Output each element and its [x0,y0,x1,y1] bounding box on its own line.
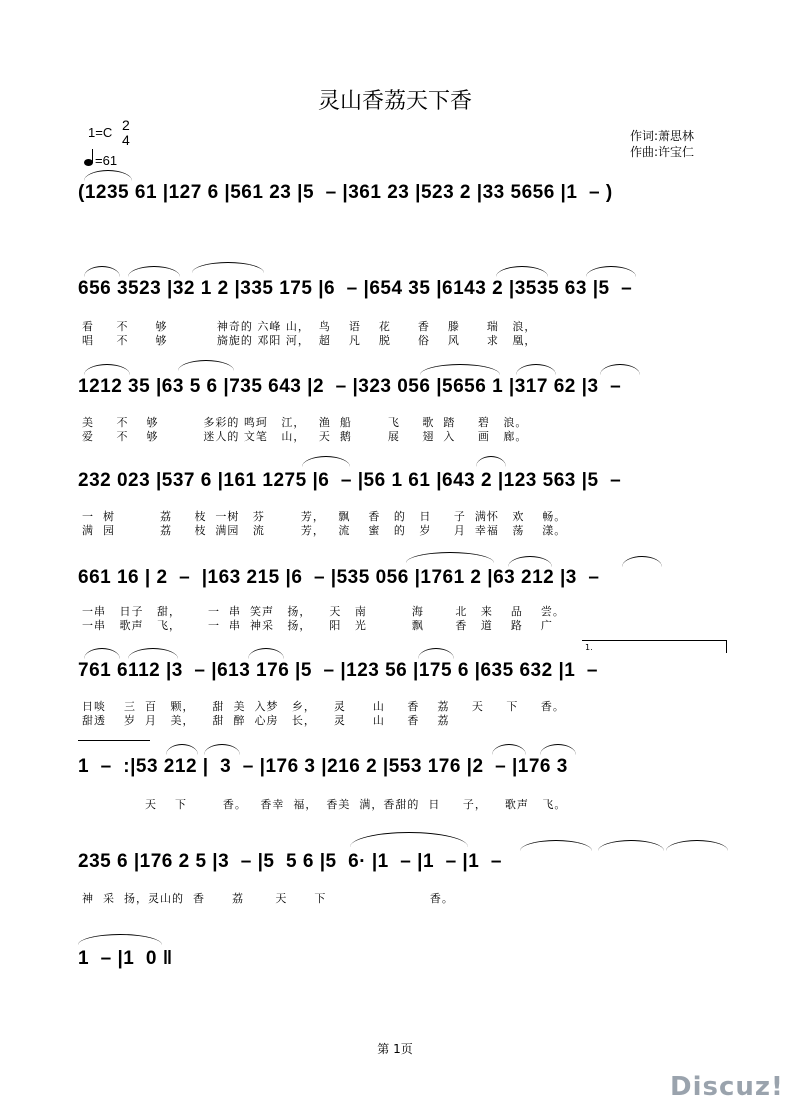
slur [666,840,728,851]
slur [84,170,132,181]
tempo-value: =61 [95,153,118,168]
music-line-8 [78,851,728,881]
lyric-line: 甜透 岁 月 美， 甜 醉 心房 长， 灵 山 香 荔 [82,714,450,727]
lyric-line: 看 不 够 神奇的 六峰 山， 鸟 语 花 香 滕 瑞 浪， [82,320,537,333]
slur [192,262,264,273]
composer-credit: 作曲:许宝仁 [630,145,695,159]
slur [350,832,468,847]
music-line-2 [78,278,728,308]
time-signature-bottom: 4 [122,132,130,148]
slur [508,556,552,567]
music-notes: 761 6112 |3 – |613 176 |5 – |123 56 |175 6 |635 632 |1 – [78,660,598,681]
music-notes: (1235 61 |127 6 |561 23 |5 – |361 23 |523 2 |33 5656 |1 – ) [78,182,613,203]
volta-bracket [582,640,727,653]
song-title: 灵山香荔天下香 [317,89,472,114]
lyric-line: 一串 歌声 飞， 一 串 神采 扬， 阳 光 飘 香 道 路 广 [82,619,553,632]
slur [128,648,178,659]
lyric-line: 天 下 香。 香幸 福， 香美 满，香甜的 日 子， 歌声 飞。 [82,798,567,811]
slur [540,744,576,755]
lyric-line: 神 采 扬，灵山的 香 荔 天 下 香。 [82,892,454,905]
slur [516,364,556,375]
quarter-note-icon [84,159,93,166]
slur [418,648,454,659]
page-number: 第 1页 [377,1042,413,1056]
music-notes: 661 16 | 2 – |163 215 |6 – |535 056 |1761 2 |63 212 |3 – [78,567,600,588]
music-notes: 235 6 |176 2 5 |3 – |5 5 6 |5 6· |1 – |1 – |1 – [78,851,502,872]
slur [406,552,494,563]
slur [84,266,120,277]
music-notes: 1 – :|53 212 | 3 – |176 3 |216 2 |553 176 |2 – |176 3 [78,756,568,777]
music-line-3 [78,376,728,406]
time-signature [122,118,130,148]
lyric-line: 爱 不 够 迷人的 文笔 山， 天 鹅 展 翅 入 画 廊。 [82,430,528,443]
slur [84,364,130,375]
music-line-5 [78,567,728,597]
lyric-line: 满 园 荔 枝 满园 流 芳， 流 蜜 的 岁 月 幸福 荡 漾。 [82,524,567,537]
slur [476,456,506,467]
slur [78,934,162,945]
lyric-line: 一 树 荔 枝 一树 芬 芳， 飘 香 的 日 子 满怀 欢 畅。 [82,510,567,523]
slur [128,266,180,277]
slur [166,744,198,755]
music-notes: 656 3523 |32 1 2 |335 175 |6 – |654 35 |6143 2 |3535 63 |5 – [78,278,633,299]
music-line-1 [78,182,728,212]
music-notes: 1 – |1 0 ‖ [78,948,173,969]
key-signature: 1=C [88,125,113,140]
lyric-line: 日啖 三 百 颗， 甜 美 入梦 乡， 灵 山 香 荔 天 下 香。 [82,700,565,713]
slur [302,456,350,467]
lyric-line: 唱 不 够 旖旎的 邓阳 河， 超 凡 脱 俗 风 求 凰， [82,334,537,347]
slur [248,648,284,659]
slur [496,266,548,277]
music-line-9 [78,948,728,978]
time-signature-top: 2 [122,117,130,133]
slur [600,364,640,375]
music-line-4 [78,470,728,500]
music-notes: 232 023 |537 6 |161 1275 |6 – |56 1 61 |643 2 |123 563 |5 – [78,470,622,491]
music-line-6 [78,660,728,690]
volta-label: 1. [585,643,593,652]
slur [178,360,234,371]
tempo-marking [84,153,117,168]
slur [622,556,662,567]
slur [84,648,120,659]
watermark-logo: Discuz! [670,1072,784,1102]
lyricist-credit: 作词:萧思林 [630,129,695,143]
slur [204,744,240,755]
slur [492,744,526,755]
slur [420,364,500,375]
slur [598,840,664,851]
slur [520,840,592,851]
music-notes: 1212 35 |63 5 6 |735 643 |2 – |323 056 |5656 1 |317 62 |3 – [78,376,622,397]
lyric-line: 一串 日子 甜， 一 串 笑声 扬， 天 南 海 北 来 品 尝。 [82,605,565,618]
lyric-line: 美 不 够 多彩的 鸣珂 江， 渔 船 飞 歌 踏 碧 浪。 [82,416,528,429]
volta-bracket [78,740,150,753]
music-line-7 [78,756,728,786]
slur [586,266,636,277]
